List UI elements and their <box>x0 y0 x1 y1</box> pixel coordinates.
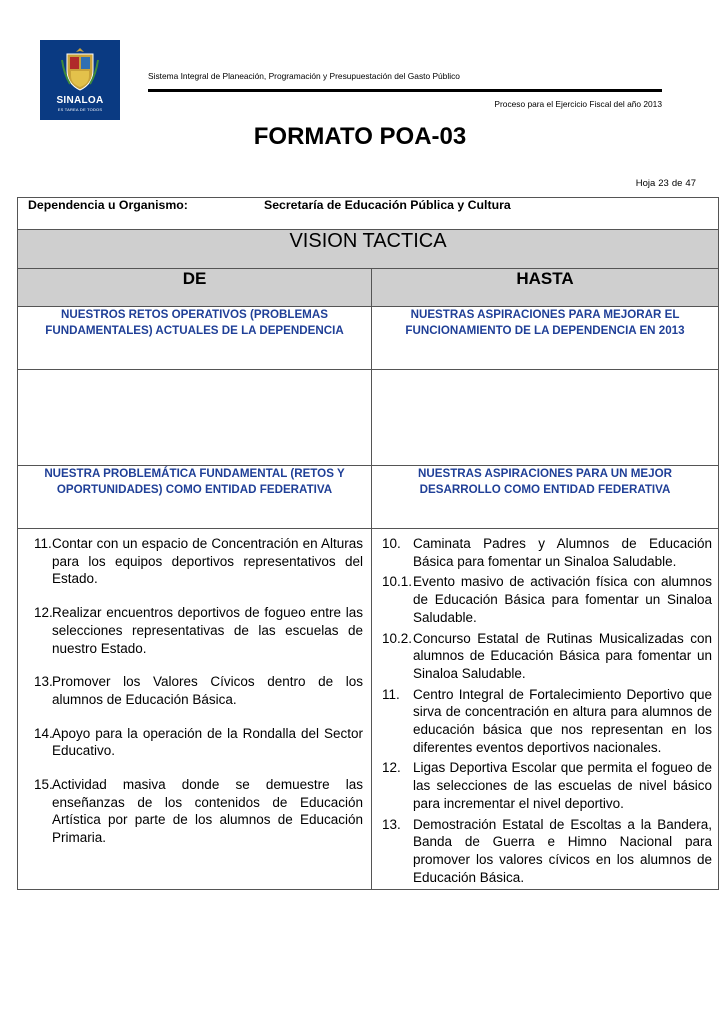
item-text: Caminata Padres y Alumnos de Educación Básica para fomentar un Sinaloa Saludable. <box>413 536 712 569</box>
entity-heading-row <box>18 466 719 529</box>
list-item <box>34 725 363 760</box>
item-number: 10.1. <box>382 574 413 590</box>
column-header-row <box>18 269 719 307</box>
empty-content-row <box>18 370 719 466</box>
section-title-row <box>18 230 719 269</box>
list-item <box>382 816 712 887</box>
item-text: Evento masivo de activación física con alumnos de Educación Básica para fomentar un Sinaloa Saludable. <box>413 574 712 625</box>
item-number: 15. <box>34 777 53 793</box>
item-text: Actividad masiva donde se demuestre las enseñanzas de los contenidos de Educación Artística por parte de los alumnos de Educación Primaria. <box>52 777 363 846</box>
vision-table <box>17 197 719 890</box>
item-number: 13. <box>382 816 401 832</box>
list-item <box>34 535 363 588</box>
dependency-row <box>18 198 719 230</box>
items-row <box>18 529 719 890</box>
dependency-heading-row <box>18 307 719 370</box>
aspirations-list <box>372 529 718 886</box>
operational-challenges-heading: NUESTROS RETOS OPERATIVOS (PROBLEMAS FUNDAMENTALES) ACTUALES DE LA DEPENDENCIA <box>18 307 372 370</box>
section-title: VISION TACTICA <box>18 230 719 269</box>
sheet-total: 47 <box>685 178 696 189</box>
item-text: Demostración Estatal de Escoltas a la Bandera, Banda de Guerra e Himno Nacional para promover los valores cívicos en los alumnos de Educación Básica. <box>413 816 712 885</box>
logo-tagline: ES TAREA DE TODOS <box>57 107 103 112</box>
problems-cell <box>18 529 372 890</box>
sheet-of: de <box>671 178 683 189</box>
list-item <box>382 759 712 812</box>
list-item <box>382 535 712 570</box>
empty-cell-right <box>372 370 719 466</box>
sheet-current: 23 <box>658 178 669 189</box>
entity-aspirations-heading: NUESTRAS ASPIRACIONES PARA UN MEJOR DESARROLLO COMO ENTIDAD FEDERATIVA <box>372 466 719 529</box>
item-number: 11. <box>382 686 400 702</box>
item-number: 12. <box>382 760 401 776</box>
dependency-label: Dependencia u Organismo: <box>28 198 188 212</box>
form-title: FORMATO POA-03 <box>253 123 467 150</box>
aspirations-cell <box>372 529 719 890</box>
item-text: Contar con un espacio de Concentración en Alturas para los equipos deportivos representativos del Estado. <box>52 536 363 587</box>
list-item <box>34 776 363 847</box>
list-item <box>382 630 712 683</box>
list-item <box>382 573 712 626</box>
item-text: Centro Integral de Fortalecimiento Deportivo que sirva de concentración en altura para alumnos de educación básica que nos representan en los diferentes eventos deportivos nacionales. <box>413 686 712 755</box>
item-number: 13. <box>34 674 53 690</box>
fundamental-problems-heading: NUESTRA PROBLEMÁTICA FUNDAMENTAL (RETOS Y OPORTUNIDADES) COMO ENTIDAD FEDERATIVA <box>18 466 372 529</box>
empty-cell-left <box>18 370 372 466</box>
item-number: 14. <box>34 725 53 741</box>
item-text: Promover los Valores Cívicos dentro de los alumnos de Educación Básica. <box>52 674 363 707</box>
process-label: Proceso para el Ejercicio Fiscal del año 2013 <box>494 99 662 109</box>
item-number: 11. <box>34 536 52 551</box>
logo-text: SINALOA <box>56 95 104 106</box>
item-number: 10. <box>382 536 401 551</box>
column-header-de: DE <box>18 269 372 307</box>
dependency-value: Secretaría de Educación Pública y Cultura <box>264 198 511 212</box>
item-text: Realizar encuentros deportivos de fogueo entre las selecciones representativas de las escuelas de nuestro Estado. <box>52 605 363 656</box>
item-text: Apoyo para la operación de la Rondalla del Sector Educativo. <box>52 725 363 759</box>
sheet-label: Hoja <box>635 178 656 189</box>
list-item <box>382 686 712 757</box>
item-number: 10.2. <box>382 630 413 646</box>
column-header-hasta: HASTA <box>372 269 719 307</box>
sheet-counter <box>633 178 696 189</box>
list-item <box>34 604 363 657</box>
list-item <box>34 673 363 708</box>
item-text: Concurso Estatal de Rutinas Musicalizadas con alumnos de Educación Básica para fomentar un Sinaloa Saludable. <box>413 630 712 681</box>
header-divider <box>148 89 662 92</box>
sinaloa-logo <box>40 40 120 120</box>
dependency-aspirations-heading: NUESTRAS ASPIRACIONES PARA MEJORAR EL FUNCIONAMIENTO DE LA DEPENDENCIA EN 2013 <box>372 307 719 370</box>
system-title: Sistema Integral de Planeación, Programación y Presupuestación del Gasto Público <box>148 71 460 81</box>
problems-list <box>18 529 371 847</box>
item-text: Ligas Deportiva Escolar que permita el fogueo de las selecciones de las escuelas de nivel básico para incrementar el nivel deportivo. <box>413 760 712 811</box>
item-number: 12. <box>34 605 53 621</box>
